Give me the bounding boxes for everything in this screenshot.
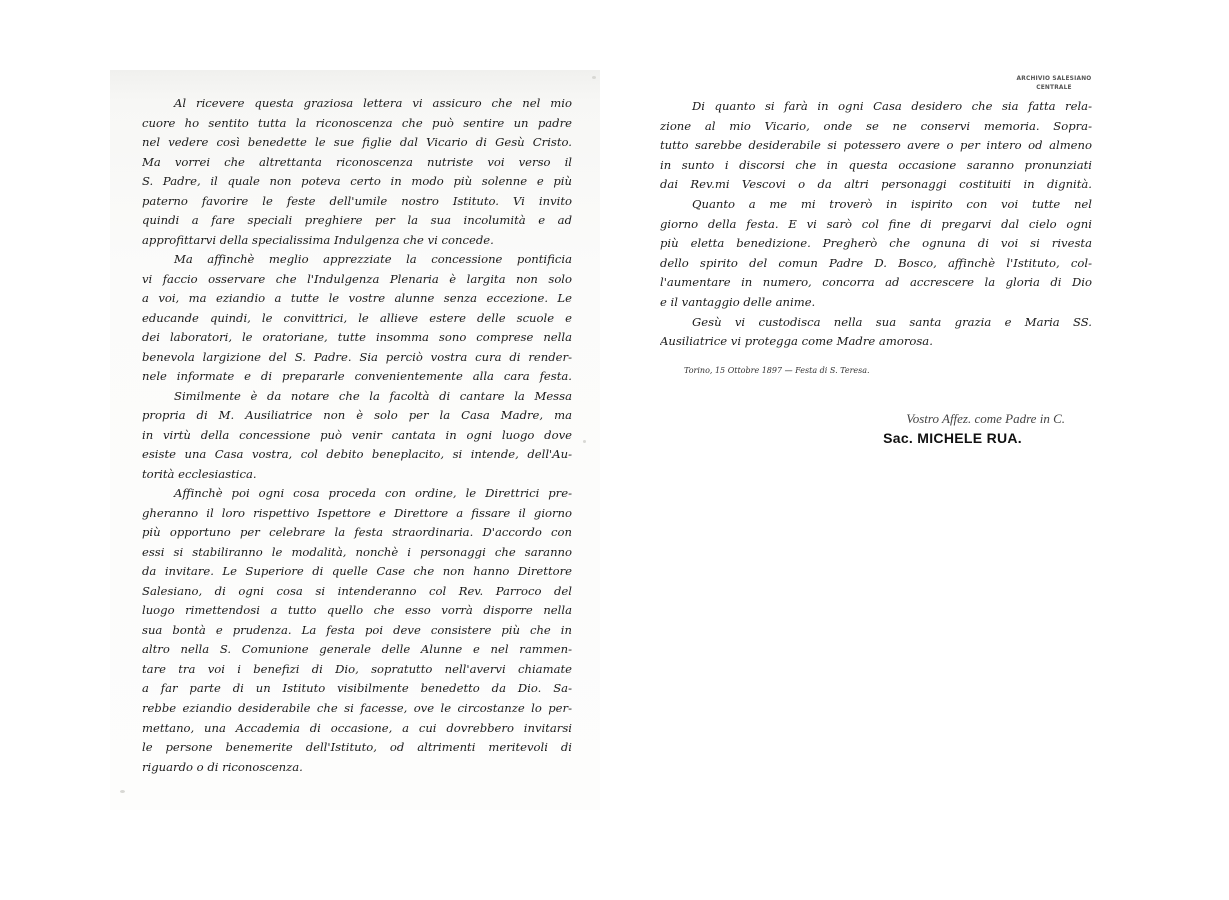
- text-line: Affinchè poi ogni cosa proceda con ordine, le Direttrici pre-: [174, 486, 572, 501]
- text-line: cuore ho sentito tutta la riconoscenza che può sentire un padre: [142, 115, 572, 130]
- text-line: a far parte di un Istituto visibilmente benedetto da Dio. Sa-: [142, 681, 572, 696]
- text-line: Ausiliatrice vi protegga come Madre amorosa.: [660, 334, 933, 349]
- text-line: l'aumentare in numero, concorra ad accrescere la gloria di Dio: [660, 275, 1092, 290]
- text-line: S. Padre, il quale non poteva certo in modo più solenne e più: [142, 174, 572, 189]
- text-line: Ma affinchè meglio apprezziate la concessione pontificia: [174, 252, 572, 267]
- text-line: benevola largizione del S. Padre. Sia perciò vostra cura di render-: [142, 349, 572, 364]
- text-line: rebbe eziandio desiderabile che si facesse, ove le circostanze lo per-: [142, 700, 572, 715]
- text-line: mettano, una Accademia di occasione, a cui dovrebbero invitarsi: [142, 720, 572, 735]
- text-line: sua bontà e prudenza. La festa poi deve consistere più che in: [142, 622, 572, 637]
- text-line: vi faccio osservare che l'Indulgenza Plenaria è largita non solo: [142, 271, 572, 286]
- text-line: più opportuno per celebrare la festa straordinaria. D'accordo con: [142, 525, 572, 540]
- text-line: dello spirito del comun Padre D. Bosco, affinchè l'Istituto, col-: [660, 255, 1092, 270]
- text-line: nele informate e di prepararle convenientemente alla cara festa.: [142, 369, 572, 384]
- text-line: Salesiano, di ogni cosa si intenderanno col Rev. Parroco del: [142, 583, 572, 598]
- text-line: da invitare. Le Superiore di quelle Case che non hanno Direttore: [142, 564, 572, 579]
- archive-stamp-line: ARCHIVIO SALESIANO: [1016, 74, 1092, 82]
- text-line: altro nella S. Comunione generale delle Alunne e nel rammen-: [142, 642, 572, 657]
- text-line: in sunto i discorsi che in questa occasione saranno pronunziati: [660, 157, 1092, 172]
- text-line: Quanto a me mi troverò in ispirito con voi tutte nel: [692, 196, 1092, 211]
- paper-speck: [120, 790, 125, 793]
- text-line: Ma vorrei che altrettanta riconoscenza nutriste voi verso il: [142, 154, 572, 169]
- dateline: Torino, 15 Ottobre 1897 — Festa di S. Teresa.: [684, 366, 870, 375]
- text-line: nel vedere così benedette le sue figlie dal Vicario di Gesù Cristo.: [142, 135, 572, 150]
- text-line: zione al mio Vicario, onde se ne conservi memoria. Sopra-: [660, 118, 1092, 133]
- text-line: Di quanto si farà in ogni Casa desidero che sia fatta rela-: [692, 99, 1092, 113]
- letter-body-right: [660, 97, 1092, 352]
- archive-stamp-line: CENTRALE: [1036, 83, 1072, 91]
- text-line: Al ricevere questa graziosa lettera vi assicuro che nel mio: [174, 96, 572, 110]
- text-line: tutto sarebbe desiderabile si potessero avere o per intero od almeno: [660, 138, 1092, 153]
- text-line: essi si stabiliranno le modalità, nonchè i personaggi che saranno: [142, 544, 572, 559]
- text-line: in virtù della concessione può venir cantata in ogni luogo dove: [142, 427, 572, 442]
- text-line: esiste una Casa vostra, col debito beneplacito, si intende, dell'Au-: [142, 447, 572, 462]
- text-line: a voi, ma eziandio a tutte le vostre alunne senza eccezione. Le: [142, 291, 572, 306]
- text-line: dei laboratori, le oratoriane, tutte insomma sono comprese nella: [142, 330, 572, 345]
- text-line: più eletta benedizione. Pregherò che ognuna di voi si rivesta: [660, 236, 1092, 251]
- text-line: giorno della festa. E vi sarò col fine di pregarvi dal cielo ogni: [660, 216, 1092, 231]
- text-line: torità ecclesiastica.: [142, 466, 257, 481]
- text-line: quindi a fare speciali preghiere per la sua incolumità e ad: [142, 213, 572, 228]
- text-line: educande quindi, le convittrici, le allieve estere delle scuole e: [142, 310, 572, 325]
- text-line: riguardo o di riconoscenza.: [142, 759, 303, 774]
- paper-speck: [583, 440, 586, 443]
- text-line: luogo rimettendosi a tutto quello che esso vorrà disporre nella: [142, 603, 572, 618]
- text-line: paterno favorire le feste dell'umile nostro Istituto. Vi invito: [142, 193, 572, 208]
- archive-stamp: [1014, 74, 1094, 92]
- text-line: propria di M. Ausiliatrice non è solo per la Casa Madre, ma: [142, 408, 572, 423]
- closing-salutation: Vostro Affez. come Padre in C.: [906, 411, 1065, 426]
- text-line: dai Rev.mi Vescovi o da altri personaggi costituiti in dignità.: [660, 177, 1092, 192]
- text-line: tare tra voi i benefizi di Dio, sopratutto nell'avervi chiamate: [142, 661, 572, 676]
- text-line: approfittarvi della specialissima Indulgenza che vi concede.: [142, 232, 494, 247]
- signature: Sac. MICHELE RUA.: [883, 430, 1022, 446]
- paper-speck: [592, 76, 596, 79]
- text-line: Similmente è da notare che la facoltà di cantare la Messa: [174, 388, 572, 403]
- text-line: e il vantaggio delle anime.: [660, 294, 816, 309]
- text-line: le persone benemerite dell'Istituto, od altrimenti meritevoli di: [142, 740, 572, 755]
- text-line: Gesù vi custodisca nella sua santa grazia e Maria SS.: [692, 314, 1092, 329]
- letter-body-left: [142, 94, 572, 777]
- text-line: gheranno il loro rispettivo Ispettore e Direttore a fissare il giorno: [142, 505, 572, 520]
